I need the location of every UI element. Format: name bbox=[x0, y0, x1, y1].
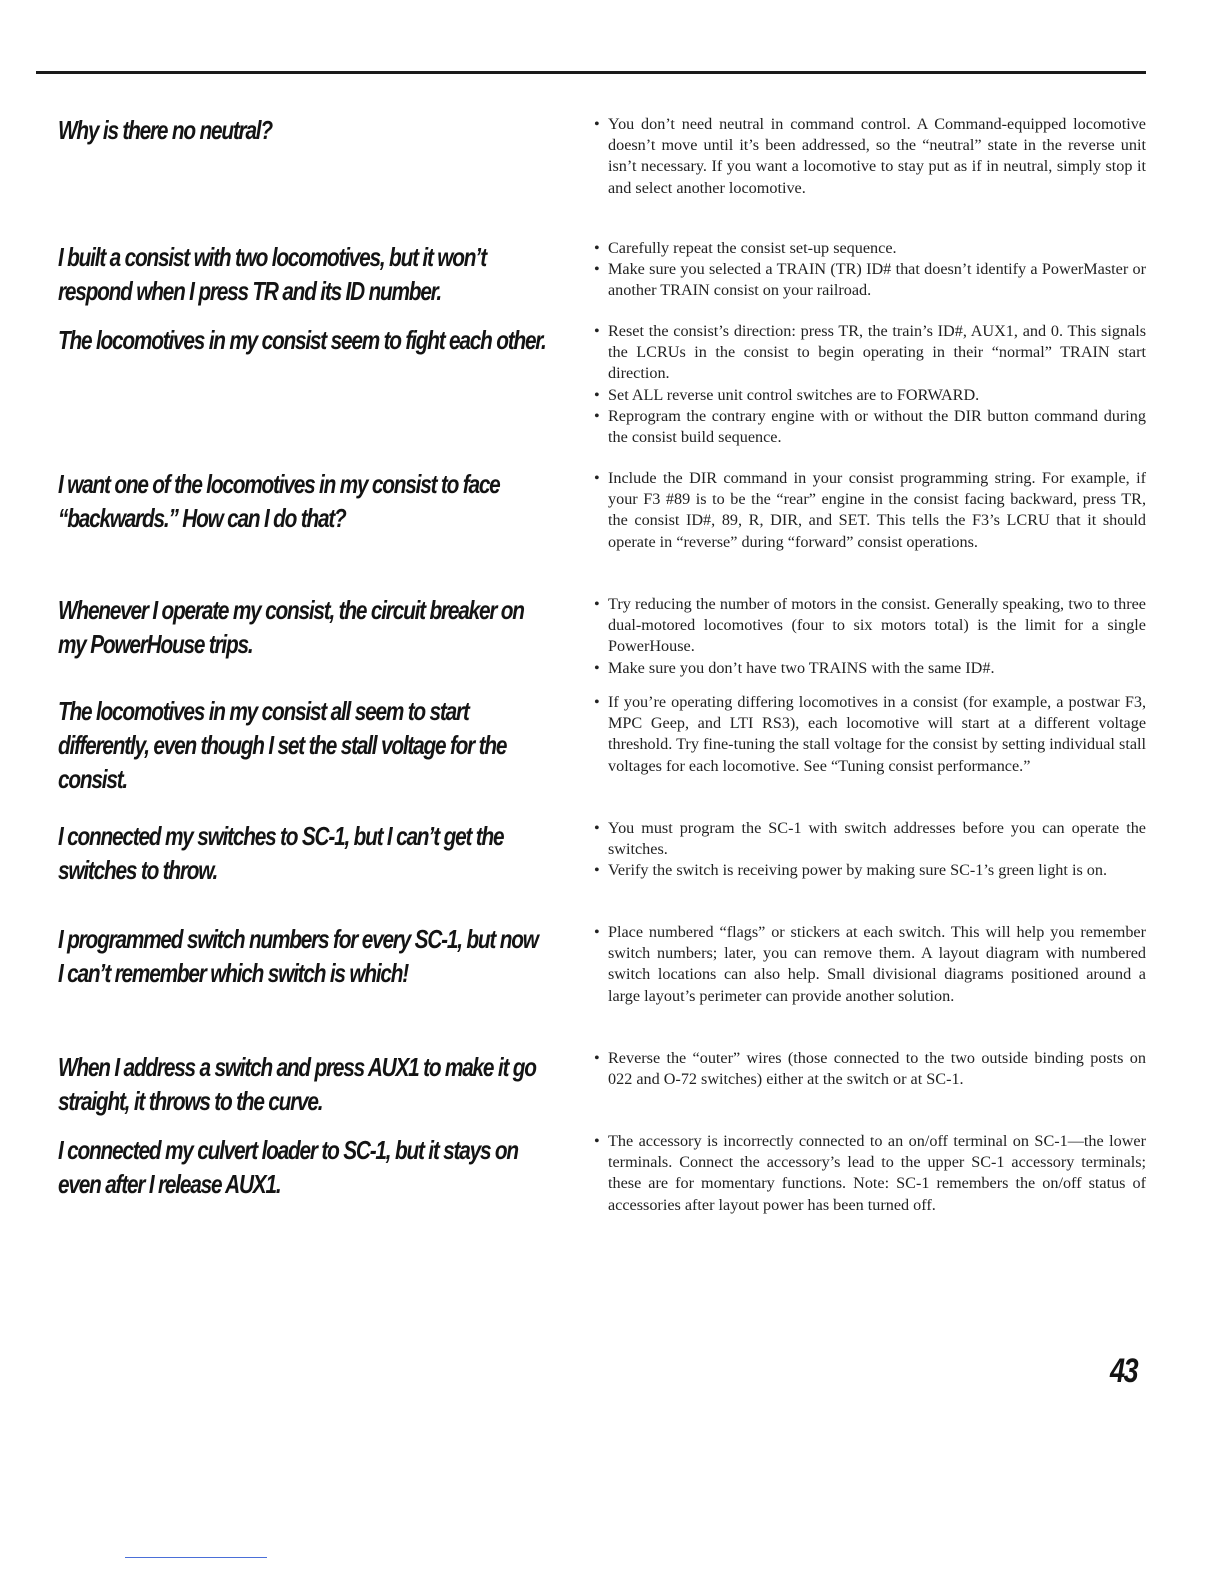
page-number: 43 bbox=[1110, 1352, 1138, 1390]
faq-answer-block-3 bbox=[594, 321, 1146, 448]
faq-question-7: I connected my switches to SC-1, but I can’t get the switches to throw. bbox=[58, 821, 504, 885]
answer-item: • Reset the consist’s direction: press TR, the train’s ID#, AUX1, and 0. This signals the LCRUs in the consist to begin operating in their “normal” TRAIN start direction. bbox=[594, 321, 1146, 385]
faq-answer-block-6 bbox=[594, 692, 1146, 777]
faq-question-2: I built a consist with two locomotives, but it won’t respond when I press TR and its ID number. bbox=[58, 242, 486, 306]
answer-item: • Place numbered “flags” or stickers at each switch. This will help you remember switch numbers; later, you can remove them. A layout diagram with numbered switch locations can also help. Small divisional diagrams positioned around a large layout’s perimeter can provide another solution. bbox=[594, 922, 1146, 1007]
faq-question-8: I programmed switch numbers for every SC-1, but now I can’t remember which switch is which! bbox=[58, 924, 538, 988]
faq-question-5: Whenever I operate my consist, the circuit breaker on my PowerHouse trips. bbox=[58, 595, 524, 659]
faq-question-10: I connected my culvert loader to SC-1, but it stays on even after I release AUX1. bbox=[58, 1135, 518, 1199]
answer-item: • Set ALL reverse unit control switches are to FORWARD. bbox=[594, 385, 1146, 406]
faq-answer-block-5 bbox=[594, 594, 1146, 679]
faq-question-1: Why is there no neutral? bbox=[58, 115, 272, 145]
answer-item: • Reverse the “outer” wires (those connected to the two outside binding posts on 022 and O-72 switches) either at the switch or at SC-1. bbox=[594, 1048, 1146, 1090]
footer-line bbox=[125, 1557, 267, 1558]
faq-answer-block-9 bbox=[594, 1048, 1146, 1090]
answer-item: • You don’t need neutral in command control. A Command-equipped locomotive doesn’t move until it’s been addressed, so the “neutral” state in the reverse unit isn’t necessary. If you want a locomotive to stay put as if in neutral, simply stop it and select another locomotive. bbox=[594, 114, 1146, 199]
faq-answer-block-4 bbox=[594, 468, 1146, 553]
faq-answer-block-7 bbox=[594, 818, 1146, 882]
faq-question-9: When I address a switch and press AUX1 to make it go straight, it throws to the curve. bbox=[58, 1052, 536, 1116]
faq-answer-block-8 bbox=[594, 922, 1146, 1007]
faq-question-6: The locomotives in my consist all seem to start differently, even though I set the stall voltage for the consist. bbox=[58, 696, 507, 794]
answer-item: • Make sure you selected a TRAIN (TR) ID# that doesn’t identify a PowerMaster or another TRAIN consist on your railroad. bbox=[594, 259, 1146, 301]
answer-item: • The accessory is incorrectly connected to an on/off terminal on SC-1—the lower terminals. Connect the accessory’s lead to the upper SC-1 accessory terminals; these are for momentary functions. Note: SC-1 remembers the on/off status of accessories after layout power has been turned off. bbox=[594, 1131, 1146, 1216]
header-rule bbox=[36, 71, 1146, 74]
answer-item: • If you’re operating differing locomotives in a consist (for example, a postwar F3, MPC Geep, and LTI RS3), each locomotive will start at a different voltage threshold. Try fine-tuning the stall voltage for the consist by setting individual stall voltages for each locomotive. See “Tuning consist performance.” bbox=[594, 692, 1146, 777]
answer-item: • Reprogram the contrary engine with or without the DIR button command during the consist build sequence. bbox=[594, 406, 1146, 448]
faq-answer-block-2 bbox=[594, 238, 1146, 302]
answer-item: • You must program the SC-1 with switch addresses before you can operate the switches. bbox=[594, 818, 1146, 860]
answer-item: • Make sure you don’t have two TRAINS with the same ID#. bbox=[594, 658, 1146, 679]
answer-item: • Try reducing the number of motors in the consist. Generally speaking, two to three dual-motored locomotives (four to six motors total) is the limit for a single PowerHouse. bbox=[594, 594, 1146, 658]
faq-question-3: The locomotives in my consist seem to fight each other. bbox=[58, 325, 546, 355]
answer-item: • Include the DIR command in your consist programming string. For example, if your F3 #89 is to be the “rear” engine in the consist facing backward, press TR, the consist ID#, 89, R, DIR, and SET. This tells the F3’s LCRU that it should operate in “reverse” during “forward” consist operations. bbox=[594, 468, 1146, 553]
answer-item: • Verify the switch is receiving power by making sure SC-1’s green light is on. bbox=[594, 860, 1146, 881]
faq-answer-block-1 bbox=[594, 114, 1146, 199]
answer-item: • Carefully repeat the consist set-up sequence. bbox=[594, 238, 1146, 259]
faq-answer-block-10 bbox=[594, 1131, 1146, 1216]
faq-question-4: I want one of the locomotives in my consist to face “backwards.” How can I do that? bbox=[58, 469, 500, 533]
